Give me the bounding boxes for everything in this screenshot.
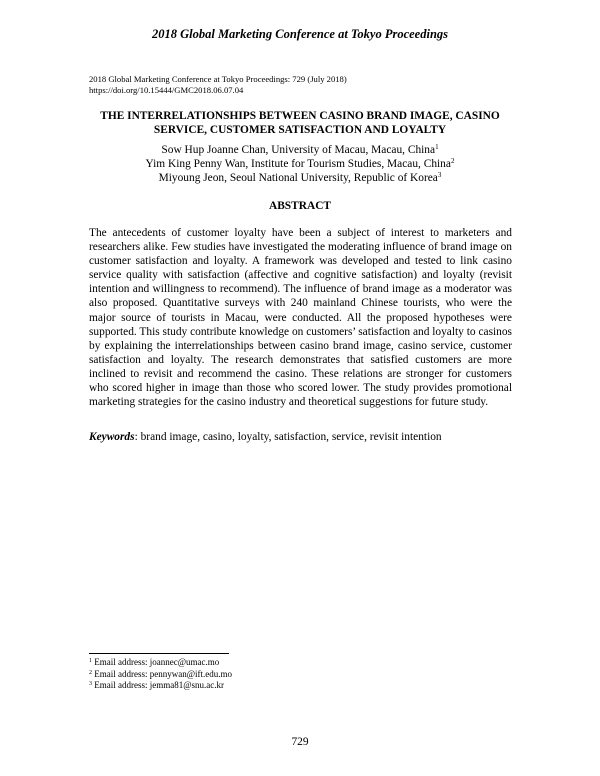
author-list [60, 143, 540, 185]
footnotes [89, 657, 489, 692]
footnote-mark: 3 [89, 681, 92, 688]
author-line [60, 171, 540, 185]
footnote-text: Email address: pennywan@ift.edu.mo [92, 668, 233, 679]
footnote-mark: 2 [89, 669, 92, 676]
running-header: 2018 Global Marketing Conference at Tokyo Proceedings [151, 27, 449, 41]
keywords-text: : brand image, casino, loyalty, satisfaction, service, revisit intention [134, 431, 442, 443]
author-line [60, 143, 540, 157]
footnote [89, 669, 489, 681]
author-affiliation: Sow Hup Joanne Chan, University of Macau, Macau, China [161, 144, 436, 156]
footnote [89, 657, 489, 669]
footnote-text: Email address: joannec@umac.mo [92, 657, 220, 667]
footnote-divider [89, 653, 229, 654]
author-line [60, 157, 540, 171]
title-line: THE INTERRELATIONSHIPS BETWEEN CASINO BRAND IMAGE, CASINO [100, 110, 500, 122]
keywords-line [89, 430, 512, 444]
citation-line: 2018 Global Marketing Conference at Tokyo Proceedings: 729 (July 2018) [89, 74, 347, 84]
footnote-mark: 2 [450, 157, 455, 165]
footnote-text: Email address: jemma81@snu.ac.kr [92, 680, 225, 691]
title-line: SERVICE, CUSTOMER SATISFACTION AND LOYALTY [153, 124, 447, 136]
author-affiliation: Yim King Penny Wan, Institute for Tourism Studies, Macau, China [145, 158, 451, 170]
footnote-mark: 1 [435, 143, 439, 151]
page-number: 729 [291, 736, 309, 748]
paper-title [60, 109, 540, 137]
doi-line: https://doi.org/10.15444/GMC2018.06.07.04 [89, 85, 244, 95]
footnote-mark: 3 [437, 171, 442, 179]
abstract-body: The antecedents of customer loyalty have been a subject of interest to marketers and researchers alike. Few studies have investigated the moderating influence of brand image on customer satisfaction and loyalty. A framework was developed and tested to link casino service quality with satisfaction (affective and cognitive satisfaction) and loyalty (revisit intention and willingness to recommend). The influence of brand image as a moderator was also proposed. Quantitative surveys with 240 mainland Chinese tourists, who were the major source of tourists in Macau, were conducted. All the proposed hypotheses were supported. This study contribute knowledge on customers’ satisfaction and loyalty to casinos by explaining the interrelationships between casino brand image, casino service, customer satisfaction and loyalty. The research demonstrates that satisfied customers are more inclined to revisit and recommend the casino. These relations are stronger for customers who scored higher in image than those who scored lower. The study provides promotional marketing strategies for the casino industry and theoretical suggestions for future study. [89, 227, 512, 409]
keywords-label: Keywords [89, 431, 135, 443]
author-affiliation: Miyoung Jeon, Seoul National University, Republic of Korea [158, 172, 438, 184]
abstract-heading: ABSTRACT [268, 200, 332, 212]
citation-block [89, 74, 519, 96]
footnote-mark: 1 [89, 658, 92, 664]
footnote [89, 680, 489, 692]
